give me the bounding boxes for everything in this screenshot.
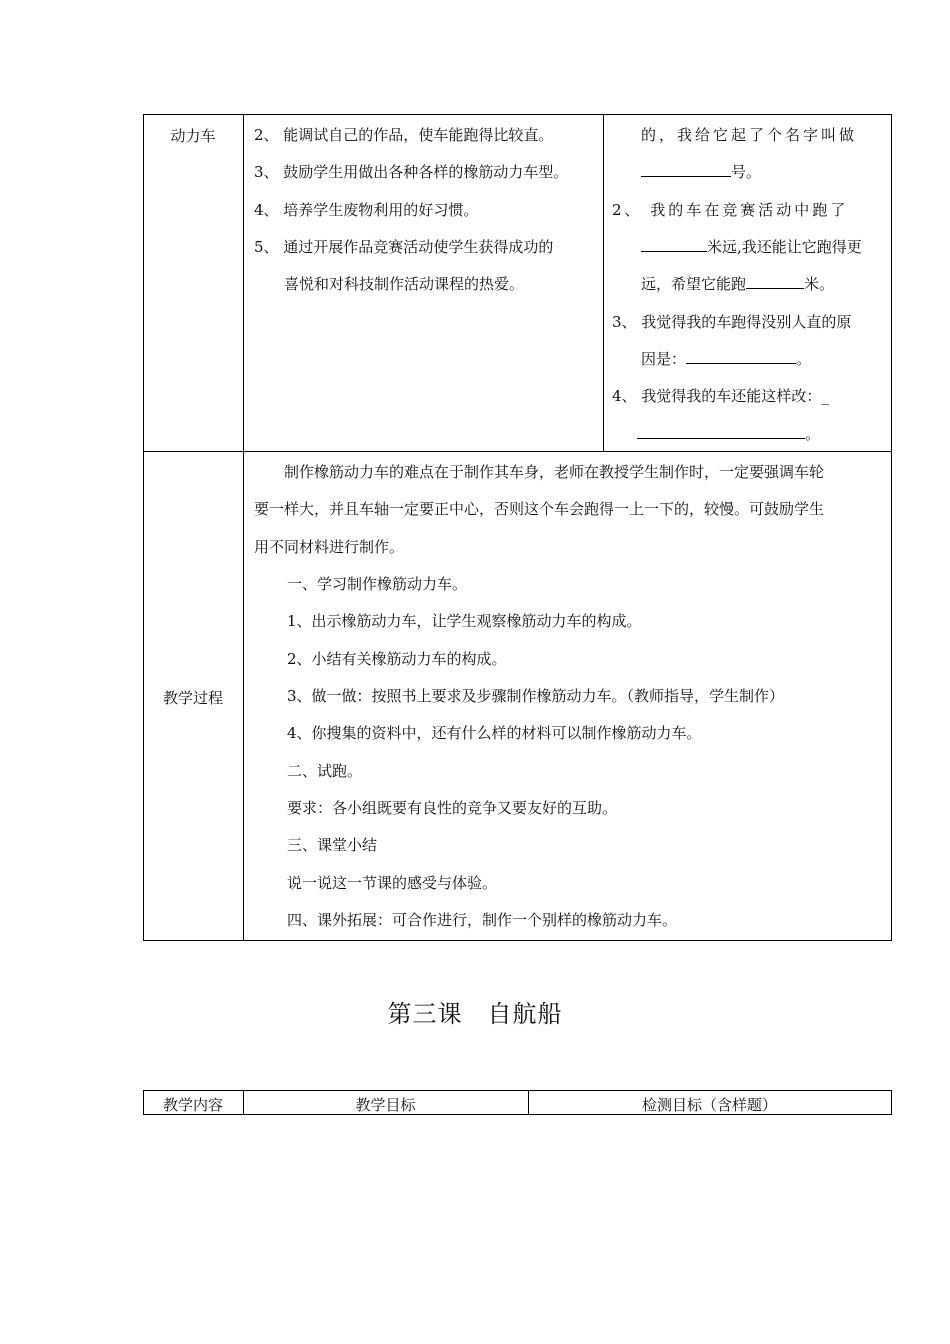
process-line: 三、课堂小结 <box>287 836 378 854</box>
goal-item: 2、 能调试自己的作品，使车能跑得比较直。 <box>254 126 554 144</box>
blank-underline <box>686 349 796 364</box>
blank-underline <box>637 424 805 439</box>
lesson-title: 第三课 自航船 <box>387 1000 563 1028</box>
process-line: 3、做一做：按照书上要求及步骤制作橡筋动力车。（教师指导，学生制作） <box>287 687 785 705</box>
table-col-divider <box>243 114 244 941</box>
test-line <box>641 349 811 369</box>
test-line-text: 因是： <box>641 350 687 368</box>
row-label-teaching-process: 教学过程 <box>162 689 223 707</box>
blank-underline <box>746 274 804 289</box>
table-border-top <box>143 114 892 115</box>
table-border-top <box>143 1090 892 1091</box>
test-line <box>641 274 834 294</box>
table-col-divider-2 <box>603 114 604 452</box>
process-line: 2、小结有关橡筋动力车的构成。 <box>287 650 507 668</box>
process-line: 1、出示橡筋动力车，让学生观察橡筋动力车的构成。 <box>287 612 642 630</box>
table-border-right <box>891 114 892 941</box>
test-line-text: 。 <box>796 350 812 368</box>
table-row-divider <box>143 451 892 452</box>
test-line: 的，我给它起了个名字叫做 <box>641 126 858 144</box>
blank-underline <box>641 162 731 177</box>
test-line-text: 。 <box>805 425 821 443</box>
process-line: 制作橡筋动力车的难点在于制作其车身，老师在教授学生制作时，一定要强调车轮 <box>284 463 825 481</box>
process-line: 二、试跑。 <box>287 762 363 780</box>
process-line: 四、课外拓展：可合作进行，制作一个别样的橡筋动力车。 <box>287 911 678 929</box>
test-line: 4、 我觉得我的车还能这样改：_ <box>612 387 829 405</box>
test-line <box>641 237 862 257</box>
test-line <box>637 424 820 444</box>
header-teaching-goals: 教学目标 <box>355 1096 416 1114</box>
goal-item-continued: 喜悦和对科技制作活动课程的热爱。 <box>284 275 525 293</box>
test-line-text: 米远,我还能让它跑得更 <box>707 238 862 256</box>
process-line: 要一样大，并且车轴一定要正中心，否则这个车会跑得一上一下的，较慢。可鼓励学生 <box>254 500 825 518</box>
test-line-text: 远，希望它能跑 <box>641 275 747 293</box>
test-line <box>641 162 761 182</box>
process-line: 一、学习制作橡筋动力车。 <box>287 575 468 593</box>
test-line: 2、 我的车在竞赛活动中跑了 <box>612 201 849 219</box>
header-test-goals: 检测目标（含样题） <box>641 1096 777 1114</box>
table-border-right <box>891 1090 892 1115</box>
header-teaching-content: 教学内容 <box>162 1096 223 1114</box>
test-line-text: 米。 <box>804 275 835 293</box>
test-line: 3、 我觉得我的车跑得没别人直的原 <box>612 313 852 331</box>
test-line-text: 号。 <box>731 163 762 181</box>
process-line: 用不同材料进行制作。 <box>254 538 405 556</box>
table-border-bottom <box>143 940 892 941</box>
goal-item: 3、 鼓励学生用做出各种各样的橡筋动力车型。 <box>254 163 569 181</box>
goal-item: 4、 培养学生废物利用的好习惯。 <box>254 201 479 219</box>
blank-underline <box>641 237 707 252</box>
goal-item: 5、 通过开展作品竞赛活动使学生获得成功的 <box>254 238 554 256</box>
row-label-power-car: 动力车 <box>170 127 216 145</box>
process-line: 4、你搜集的资料中，还有什么样的材料可以制作橡筋动力车。 <box>287 724 702 742</box>
process-line: 要求：各小组既要有良性的竞争又要友好的互助。 <box>287 799 618 817</box>
table-border-left <box>143 114 144 941</box>
process-line: 说一说这一节课的感受与体验。 <box>287 874 498 892</box>
